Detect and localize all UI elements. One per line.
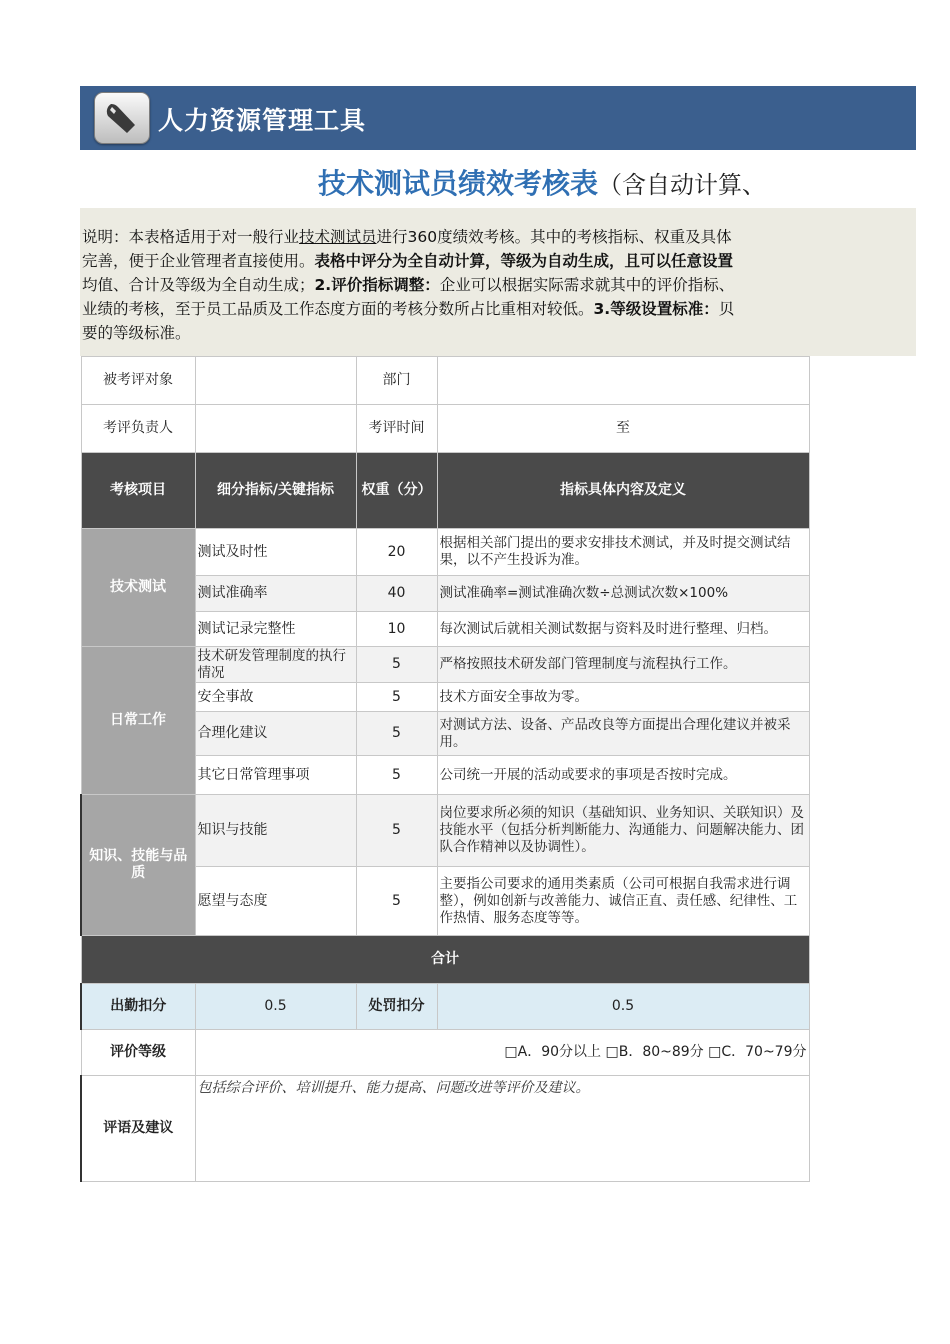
banner-title: 人力资源管理工具 — [158, 106, 367, 135]
definition-cell: 技术方面安全事故为零。 — [437, 683, 809, 712]
description-line: 说明：本表格适用于对一般行业 — [82, 228, 300, 246]
category-technical-testing: 技术测试 — [81, 529, 195, 647]
header-definition: 指标具体内容及定义 — [437, 453, 809, 529]
description-bold: 2.评价指标调整： — [314, 276, 440, 294]
wrench-icon — [94, 92, 150, 144]
total-row: 合计 — [81, 936, 809, 984]
leader-label: 考评负责人 — [81, 405, 195, 453]
comment-label: 评语及建议 — [81, 1076, 195, 1182]
time-input[interactable]: 至 — [437, 405, 809, 453]
weight-cell[interactable]: 5 — [356, 712, 437, 756]
description-text — [82, 225, 810, 349]
indicator-cell: 测试准确率 — [195, 576, 356, 612]
header-weight: 权重（分） — [356, 453, 437, 529]
indicator-cell: 测试记录完整性 — [195, 612, 356, 647]
description-link: 技术测试员 — [299, 228, 377, 246]
definition-cell: 主要指公司要求的通用类素质（公司可根据自我需求进行调整），例如创新与改善能力、诚信正直、责任感、纪律性、工作热情、服务态度等等。 — [437, 867, 809, 936]
attendance-deduction-value[interactable]: 0.5 — [195, 984, 356, 1030]
header-indicator: 细分指标/关键指标 — [195, 453, 356, 529]
indicator-cell: 合理化建议 — [195, 712, 356, 756]
definition-cell: 测试准确率=测试准确次数÷总测试次数×100% — [437, 576, 809, 612]
description-line: 进行360度绩效考核。其中的考核指标、权重及具体 — [376, 228, 732, 246]
page-title-sub: （含自动计算、 — [598, 171, 767, 199]
description-line: 要的等级标准。 — [82, 324, 191, 342]
weight-cell[interactable]: 40 — [356, 576, 437, 612]
penalty-deduction-label: 处罚扣分 — [356, 984, 437, 1030]
description-bold: 表格中评分为全自动计算，等级为自动生成，且可以任意设置 — [314, 252, 734, 270]
description-line: 完善，便于企业管理者直接使用。 — [82, 252, 315, 270]
header-category: 考核项目 — [81, 453, 195, 529]
weight-cell[interactable]: 5 — [356, 867, 437, 936]
weight-cell[interactable]: 5 — [356, 647, 437, 683]
weight-cell[interactable]: 5 — [356, 756, 437, 795]
penalty-deduction-value[interactable]: 0.5 — [437, 984, 809, 1030]
page-title — [318, 162, 766, 202]
definition-cell: 每次测试后就相关测试数据与资料及时进行整理、归档。 — [437, 612, 809, 647]
description-line: 均值、合计及等级为全自动生成； — [82, 276, 315, 294]
dept-label: 部门 — [356, 357, 437, 405]
appraisal-table — [80, 356, 810, 1182]
definition-cell: 对测试方法、设备、产品改良等方面提出合理化建议并被采用。 — [437, 712, 809, 756]
indicator-cell: 测试及时性 — [195, 529, 356, 576]
target-label: 被考评对象 — [81, 357, 195, 405]
description-panel — [80, 208, 916, 356]
weight-cell[interactable]: 20 — [356, 529, 437, 576]
dept-input[interactable] — [437, 357, 809, 405]
weight-cell[interactable]: 5 — [356, 795, 437, 867]
definition-cell: 公司统一开展的活动或要求的事项是否按时完成。 — [437, 756, 809, 795]
definition-cell: 严格按照技术研发部门管理制度与流程执行工作。 — [437, 647, 809, 683]
weight-cell[interactable]: 5 — [356, 683, 437, 712]
weight-cell[interactable]: 10 — [356, 612, 437, 647]
definition-cell: 岗位要求所必须的知识（基础知识、业务知识、关联知识）及技能水平（包括分析判断能力、沟通能力、问题解决能力、团队合作精神以及协调性）。 — [437, 795, 809, 867]
indicator-cell: 知识与技能 — [195, 795, 356, 867]
description-line: 业绩的考核，至于员工品质及工作态度方面的考核分数所占比重相对较低。 — [82, 300, 594, 318]
attendance-deduction-label: 出勤扣分 — [81, 984, 195, 1030]
indicator-cell: 技术研发管理制度的执行情况 — [195, 647, 356, 683]
grade-options[interactable]: □A．90分以上 □B．80~89分 □C．70~79分 — [195, 1030, 809, 1076]
description-bold: 3.等级设置标准： — [593, 300, 719, 318]
comment-input[interactable]: 包括综合评价、培训提升、能力提高、问题改进等评价及建议。 — [195, 1076, 809, 1182]
description-line: 企业可以根据实际需求就其中的评价指标、 — [439, 276, 735, 294]
time-label: 考评时间 — [356, 405, 437, 453]
app-banner — [80, 86, 916, 150]
indicator-cell: 愿望与态度 — [195, 867, 356, 936]
description-line: 贝 — [718, 300, 735, 318]
leader-input[interactable] — [195, 405, 356, 453]
category-knowledge-skills: 知识、技能与品质 — [81, 795, 195, 936]
definition-cell: 根据相关部门提出的要求安排技术测试，并及时提交测试结果，以不产生投诉为准。 — [437, 529, 809, 576]
indicator-cell: 安全事故 — [195, 683, 356, 712]
indicator-cell: 其它日常管理事项 — [195, 756, 356, 795]
grade-label: 评价等级 — [81, 1030, 195, 1076]
page-title-main: 技术测试员绩效考核表 — [318, 167, 599, 200]
category-daily-work: 日常工作 — [81, 647, 195, 795]
target-input[interactable] — [195, 357, 356, 405]
